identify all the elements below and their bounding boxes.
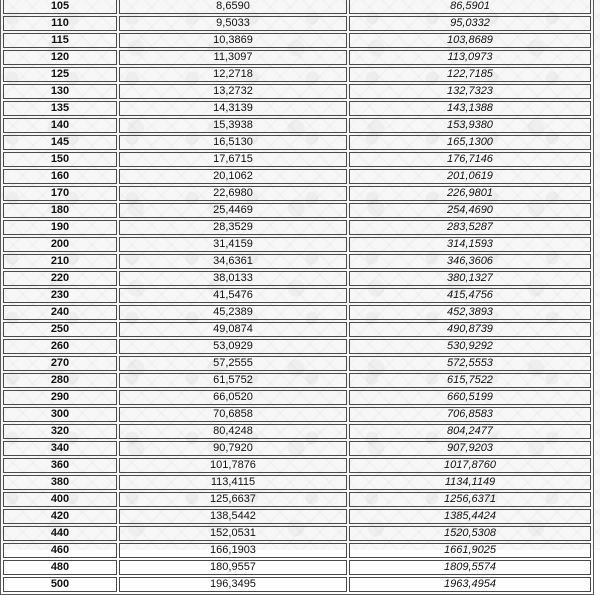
diameter-cell: 420 [3, 509, 117, 524]
table-row [3, 305, 591, 320]
value-cell: 9,5033 [119, 16, 347, 31]
value-x10-cell: 176,7146 [349, 152, 591, 167]
value-x10-cell: 1520,5308 [349, 526, 591, 541]
table-row [3, 271, 591, 286]
value-x10-cell: 346,3606 [349, 254, 591, 269]
value-x10-cell: 660,5199 [349, 390, 591, 405]
value-cell: 125,6637 [119, 492, 347, 507]
diameter-cell: 460 [3, 543, 117, 558]
value-cell: 20,1062 [119, 169, 347, 184]
value-x10-cell: 1385,4424 [349, 509, 591, 524]
value-cell: 45,2389 [119, 305, 347, 320]
diameter-cell: 190 [3, 220, 117, 235]
value-x10-cell: 165,1300 [349, 135, 591, 150]
diameter-cell: 260 [3, 339, 117, 354]
table-row [3, 33, 591, 48]
table-row [3, 526, 591, 541]
table-row [3, 220, 591, 235]
table-row [3, 356, 591, 371]
diameter-cell: 130 [3, 84, 117, 99]
value-x10-cell: 907,9203 [349, 441, 591, 456]
value-cell: 17,6715 [119, 152, 347, 167]
table-row [3, 560, 591, 575]
value-cell: 90,7920 [119, 441, 347, 456]
table-row [3, 543, 591, 558]
table-row [3, 288, 591, 303]
table-row [3, 407, 591, 422]
diameter-cell: 115 [3, 33, 117, 48]
table-row [3, 203, 591, 218]
diameter-cell: 135 [3, 101, 117, 116]
table-row [3, 67, 591, 82]
value-x10-cell: 1017,8760 [349, 458, 591, 473]
value-cell: 34,6361 [119, 254, 347, 269]
diameter-cell: 360 [3, 458, 117, 473]
table-row [3, 84, 591, 99]
value-cell: 13,2732 [119, 84, 347, 99]
value-x10-cell: 1256,6371 [349, 492, 591, 507]
value-x10-cell: 95,0332 [349, 16, 591, 31]
table-row [3, 458, 591, 473]
value-cell: 12,2718 [119, 67, 347, 82]
value-x10-cell: 530,9292 [349, 339, 591, 354]
diameter-cell: 270 [3, 356, 117, 371]
value-x10-cell: 103,8689 [349, 33, 591, 48]
value-x10-cell: 380,1327 [349, 271, 591, 286]
table-row [3, 390, 591, 405]
diameter-cell: 150 [3, 152, 117, 167]
diameter-cell: 110 [3, 16, 117, 31]
value-cell: 101,7876 [119, 458, 347, 473]
diameter-cell: 160 [3, 169, 117, 184]
value-x10-cell: 804,2477 [349, 424, 591, 439]
diameter-cell: 145 [3, 135, 117, 150]
value-x10-cell: 226,9801 [349, 186, 591, 201]
diameter-cell: 200 [3, 237, 117, 252]
value-x10-cell: 201,0619 [349, 169, 591, 184]
table-row [3, 16, 591, 31]
value-x10-cell: 153,9380 [349, 118, 591, 133]
value-x10-cell: 1661,9025 [349, 543, 591, 558]
table-row [3, 492, 591, 507]
diameter-cell: 500 [3, 577, 117, 592]
diameter-cell: 290 [3, 390, 117, 405]
diameter-cell: 180 [3, 203, 117, 218]
value-cell: 152,0531 [119, 526, 347, 541]
diameter-cell: 480 [3, 560, 117, 575]
diameter-cell: 120 [3, 50, 117, 65]
value-x10-cell: 572,5553 [349, 356, 591, 371]
table-row [3, 101, 591, 116]
value-cell: 80,4248 [119, 424, 347, 439]
value-x10-cell: 314,1593 [349, 237, 591, 252]
table-row [3, 441, 591, 456]
diameter-cell: 320 [3, 424, 117, 439]
value-cell: 180,9557 [119, 560, 347, 575]
value-cell: 70,6858 [119, 407, 347, 422]
value-cell: 8,6590 [119, 0, 347, 14]
value-x10-cell: 1963,4954 [349, 577, 591, 592]
table-row [3, 509, 591, 524]
table-row [3, 0, 591, 14]
table-row [3, 152, 591, 167]
value-cell: 31,4159 [119, 237, 347, 252]
diameter-cell: 240 [3, 305, 117, 320]
value-cell: 25,4469 [119, 203, 347, 218]
diameter-cell: 340 [3, 441, 117, 456]
table-row [3, 322, 591, 337]
value-cell: 14,3139 [119, 101, 347, 116]
value-cell: 49,0874 [119, 322, 347, 337]
value-cell: 138,5442 [119, 509, 347, 524]
value-cell: 66,0520 [119, 390, 347, 405]
value-cell: 22,6980 [119, 186, 347, 201]
value-cell: 61,5752 [119, 373, 347, 388]
table-row [3, 373, 591, 388]
value-x10-cell: 1809,5574 [349, 560, 591, 575]
table-row [3, 339, 591, 354]
value-x10-cell: 122,7185 [349, 67, 591, 82]
diameter-cell: 220 [3, 271, 117, 286]
value-x10-cell: 254,4690 [349, 203, 591, 218]
value-x10-cell: 1134,1149 [349, 475, 591, 490]
diameter-cell: 280 [3, 373, 117, 388]
value-x10-cell: 86,5901 [349, 0, 591, 14]
diameter-cell: 230 [3, 288, 117, 303]
value-x10-cell: 706,8583 [349, 407, 591, 422]
diameter-cell: 125 [3, 67, 117, 82]
table-row [3, 424, 591, 439]
value-cell: 28,3529 [119, 220, 347, 235]
value-x10-cell: 143,1388 [349, 101, 591, 116]
diameter-cell: 400 [3, 492, 117, 507]
table-row [3, 475, 591, 490]
value-x10-cell: 132,7323 [349, 84, 591, 99]
value-x10-cell: 490,8739 [349, 322, 591, 337]
value-cell: 57,2555 [119, 356, 347, 371]
table-row [3, 50, 591, 65]
value-x10-cell: 113,0973 [349, 50, 591, 65]
table-body [3, 0, 591, 592]
table-row [3, 135, 591, 150]
value-cell: 113,4115 [119, 475, 347, 490]
diameter-cell: 250 [3, 322, 117, 337]
table-row [3, 254, 591, 269]
value-cell: 10,3869 [119, 33, 347, 48]
value-x10-cell: 615,7522 [349, 373, 591, 388]
diameter-cell: 380 [3, 475, 117, 490]
table-row [3, 118, 591, 133]
diameter-cell: 300 [3, 407, 117, 422]
diameter-cell: 210 [3, 254, 117, 269]
table-row [3, 186, 591, 201]
diameter-cell: 170 [3, 186, 117, 201]
table-row [3, 577, 591, 592]
value-cell: 15,3938 [119, 118, 347, 133]
value-cell: 53,0929 [119, 339, 347, 354]
diameter-cell: 140 [3, 118, 117, 133]
value-cell: 11,3097 [119, 50, 347, 65]
diameter-cell: 105 [3, 0, 117, 14]
diameter-cell: 440 [3, 526, 117, 541]
table-row [3, 237, 591, 252]
value-cell: 38,0133 [119, 271, 347, 286]
value-cell: 196,3495 [119, 577, 347, 592]
value-x10-cell: 283,5287 [349, 220, 591, 235]
value-cell: 41,5476 [119, 288, 347, 303]
value-cell: 16,5130 [119, 135, 347, 150]
table-row [3, 169, 591, 184]
value-cell: 166,1903 [119, 543, 347, 558]
value-x10-cell: 452,3893 [349, 305, 591, 320]
value-x10-cell: 415,4756 [349, 288, 591, 303]
